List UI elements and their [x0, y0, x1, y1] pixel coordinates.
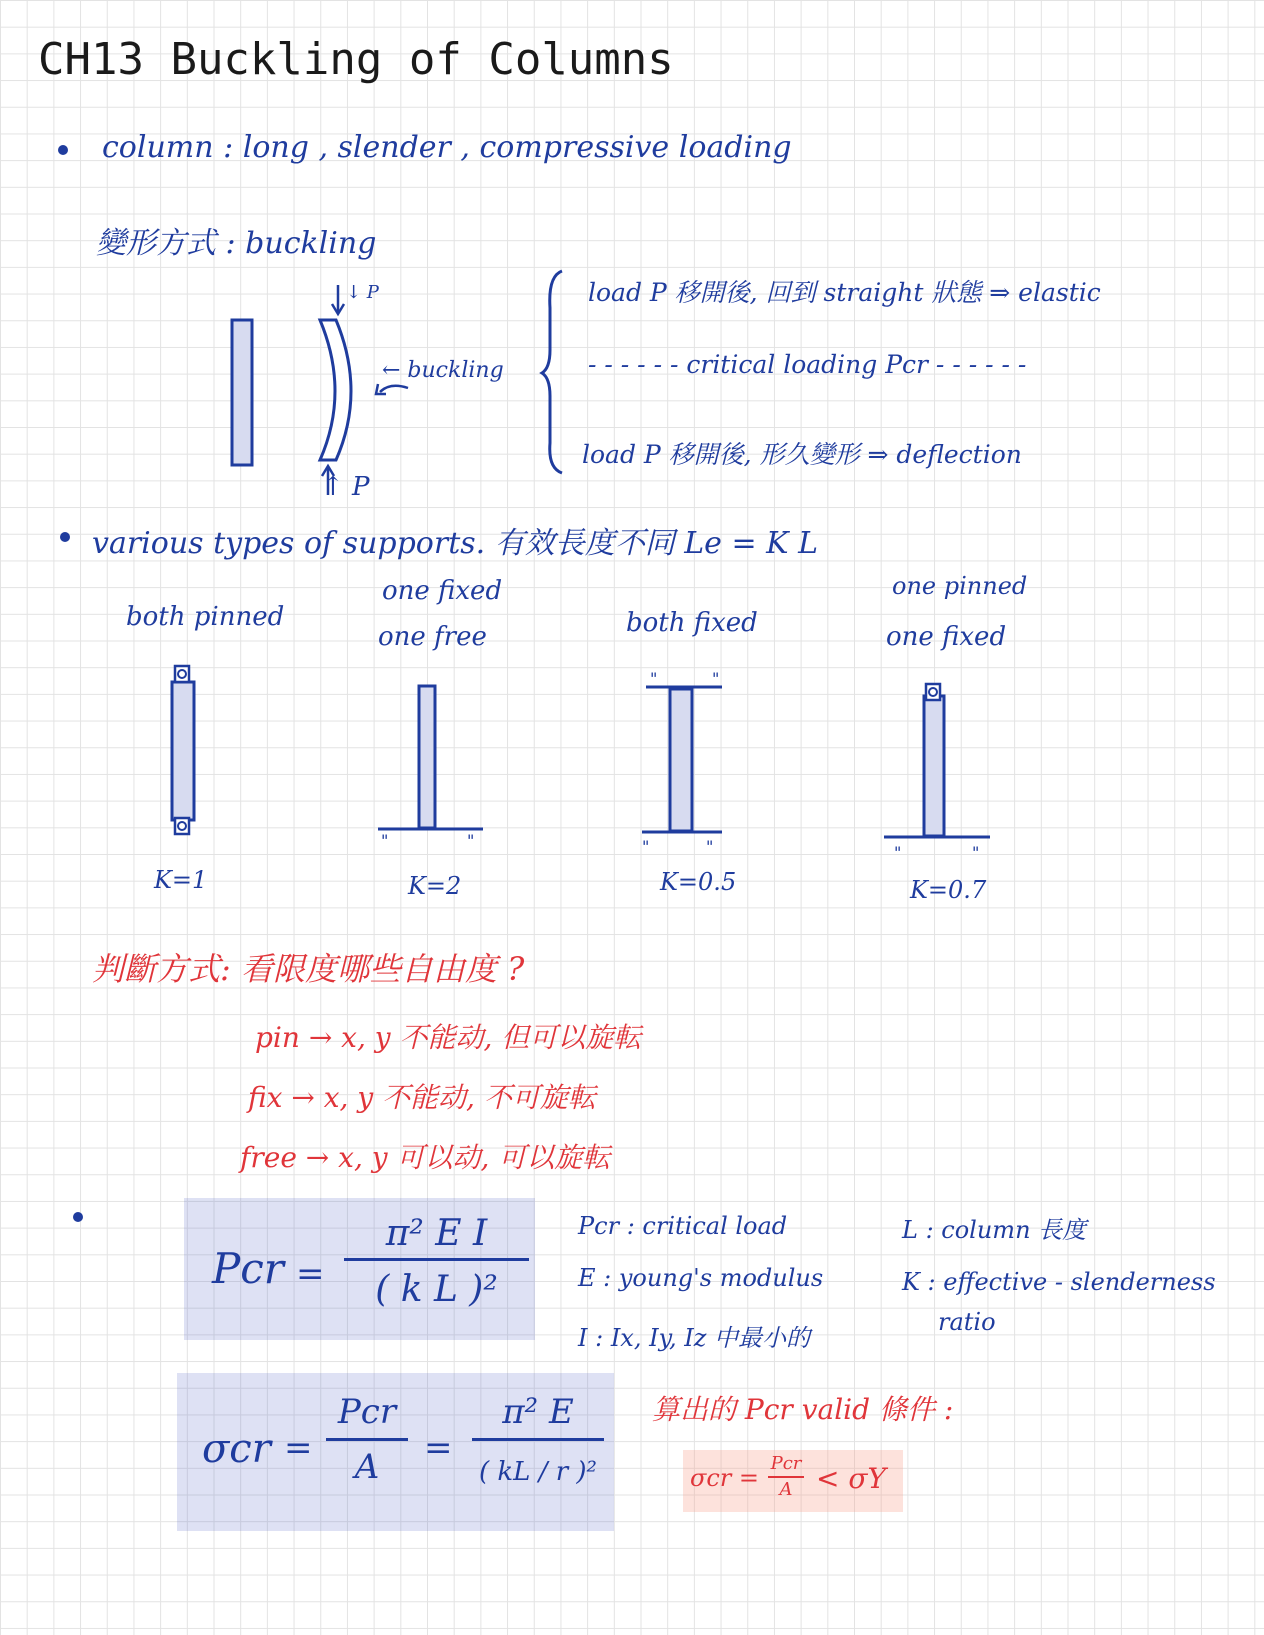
svg-text:": ": [467, 831, 475, 850]
judge-pin: pin → x, y 不能动, 但可以旋転: [255, 1021, 642, 1054]
support-label: one fixed: [886, 622, 1007, 652]
brace-icon: [540, 268, 570, 478]
support-label: both pinned: [126, 602, 285, 632]
def-e: E : young's modulus: [578, 1264, 824, 1292]
bullet-dot: [58, 145, 68, 155]
judge-heading: 判斷方式: 看限度哪些自由度 ?: [92, 950, 525, 988]
support-label: one pinned: [892, 572, 1028, 600]
column-fixed-free: [375, 680, 490, 850]
equals-sign: =: [284, 1428, 313, 1468]
svg-text:": ": [650, 669, 658, 688]
def-k: K : effective - slenderness: [902, 1268, 1216, 1296]
equals-sign: =: [296, 1254, 325, 1294]
svg-text:": ": [972, 843, 980, 862]
deformation-mode: 變形方式 : buckling: [96, 226, 377, 261]
bullet-dot: [73, 1212, 83, 1222]
deflection-case: load P 移開後, 形久變形 ⇒ deflection: [582, 440, 1022, 469]
equals-sign: =: [424, 1428, 453, 1468]
svg-text:": ": [706, 837, 714, 856]
def-k-ratio: ratio: [938, 1308, 996, 1336]
k-value: K=0.7: [910, 876, 987, 904]
euler-fraction: [344, 1210, 529, 1319]
k-value: K=1: [154, 866, 208, 894]
pcr-symbol: Pcr: [212, 1244, 284, 1293]
validity-sigma: σcr =: [690, 1464, 760, 1492]
validity-numerator: Pcr: [770, 1453, 802, 1474]
straight-column: [232, 320, 252, 465]
validity-denominator: A: [779, 1479, 793, 1500]
svg-text:": ": [381, 831, 389, 850]
validity-yield: < σY: [816, 1462, 886, 1495]
slenderness-fraction: [472, 1386, 604, 1503]
area-denominator: A: [354, 1447, 380, 1487]
column-both-pinned: [160, 660, 210, 840]
judge-fix: fix → x, y 不能动, 不可旋転: [248, 1081, 596, 1114]
elastic-case: load P 移開後, 回到 straight 狀態 ⇒ elastic: [588, 278, 1101, 307]
page-title: CH13 Buckling of Columns: [38, 34, 674, 85]
validity-label: 算出的 Pcr valid 條件 :: [652, 1393, 954, 1426]
judge-free: free → x, y 可以动, 可以旋転: [240, 1141, 611, 1174]
column-pinned-fixed: [880, 680, 995, 860]
euler-numerator: π² E I: [385, 1213, 488, 1254]
column-definition: column : long , slender , compressive loading: [102, 130, 792, 165]
def-pcr: Pcr : critical load: [578, 1212, 788, 1240]
validity-fraction: [768, 1452, 804, 1502]
svg-text:": ": [712, 669, 720, 688]
support-label: both fixed: [626, 608, 758, 638]
k-value: K=0.5: [660, 868, 737, 896]
support-label: one fixed: [382, 576, 503, 606]
pcr-numerator: Pcr: [337, 1392, 397, 1432]
bullet-dot: [60, 532, 70, 542]
svg-text:": ": [894, 843, 902, 862]
load-p-top: ↓ P: [346, 282, 379, 303]
critical-loading: - - - - - - critical loading Pcr - - - - - -: [588, 350, 1027, 379]
def-l: L : column 長度: [902, 1216, 1087, 1244]
svg-text:": ": [642, 837, 650, 856]
buckling-label: ← buckling: [382, 358, 504, 383]
stress-numerator: π² E: [502, 1392, 574, 1432]
buckling-figure: [220, 280, 520, 510]
support-label: one free: [378, 622, 487, 652]
buckled-column: [320, 320, 351, 460]
k-value: K=2: [408, 872, 462, 900]
support-types: various types of supports. 有效長度不同 Le = K L: [92, 526, 819, 561]
load-p-bottom: ↑ P: [322, 472, 370, 502]
def-i: I : Ix, Iy, Iz 中最小的: [578, 1324, 810, 1352]
pcr-over-a: [326, 1386, 408, 1493]
stress-denominator: ( kL / r )²: [479, 1457, 597, 1487]
column-both-fixed: [640, 660, 730, 860]
sigma-cr-symbol: σcr: [202, 1426, 271, 1472]
euler-denominator: ( k L )²: [375, 1269, 498, 1310]
